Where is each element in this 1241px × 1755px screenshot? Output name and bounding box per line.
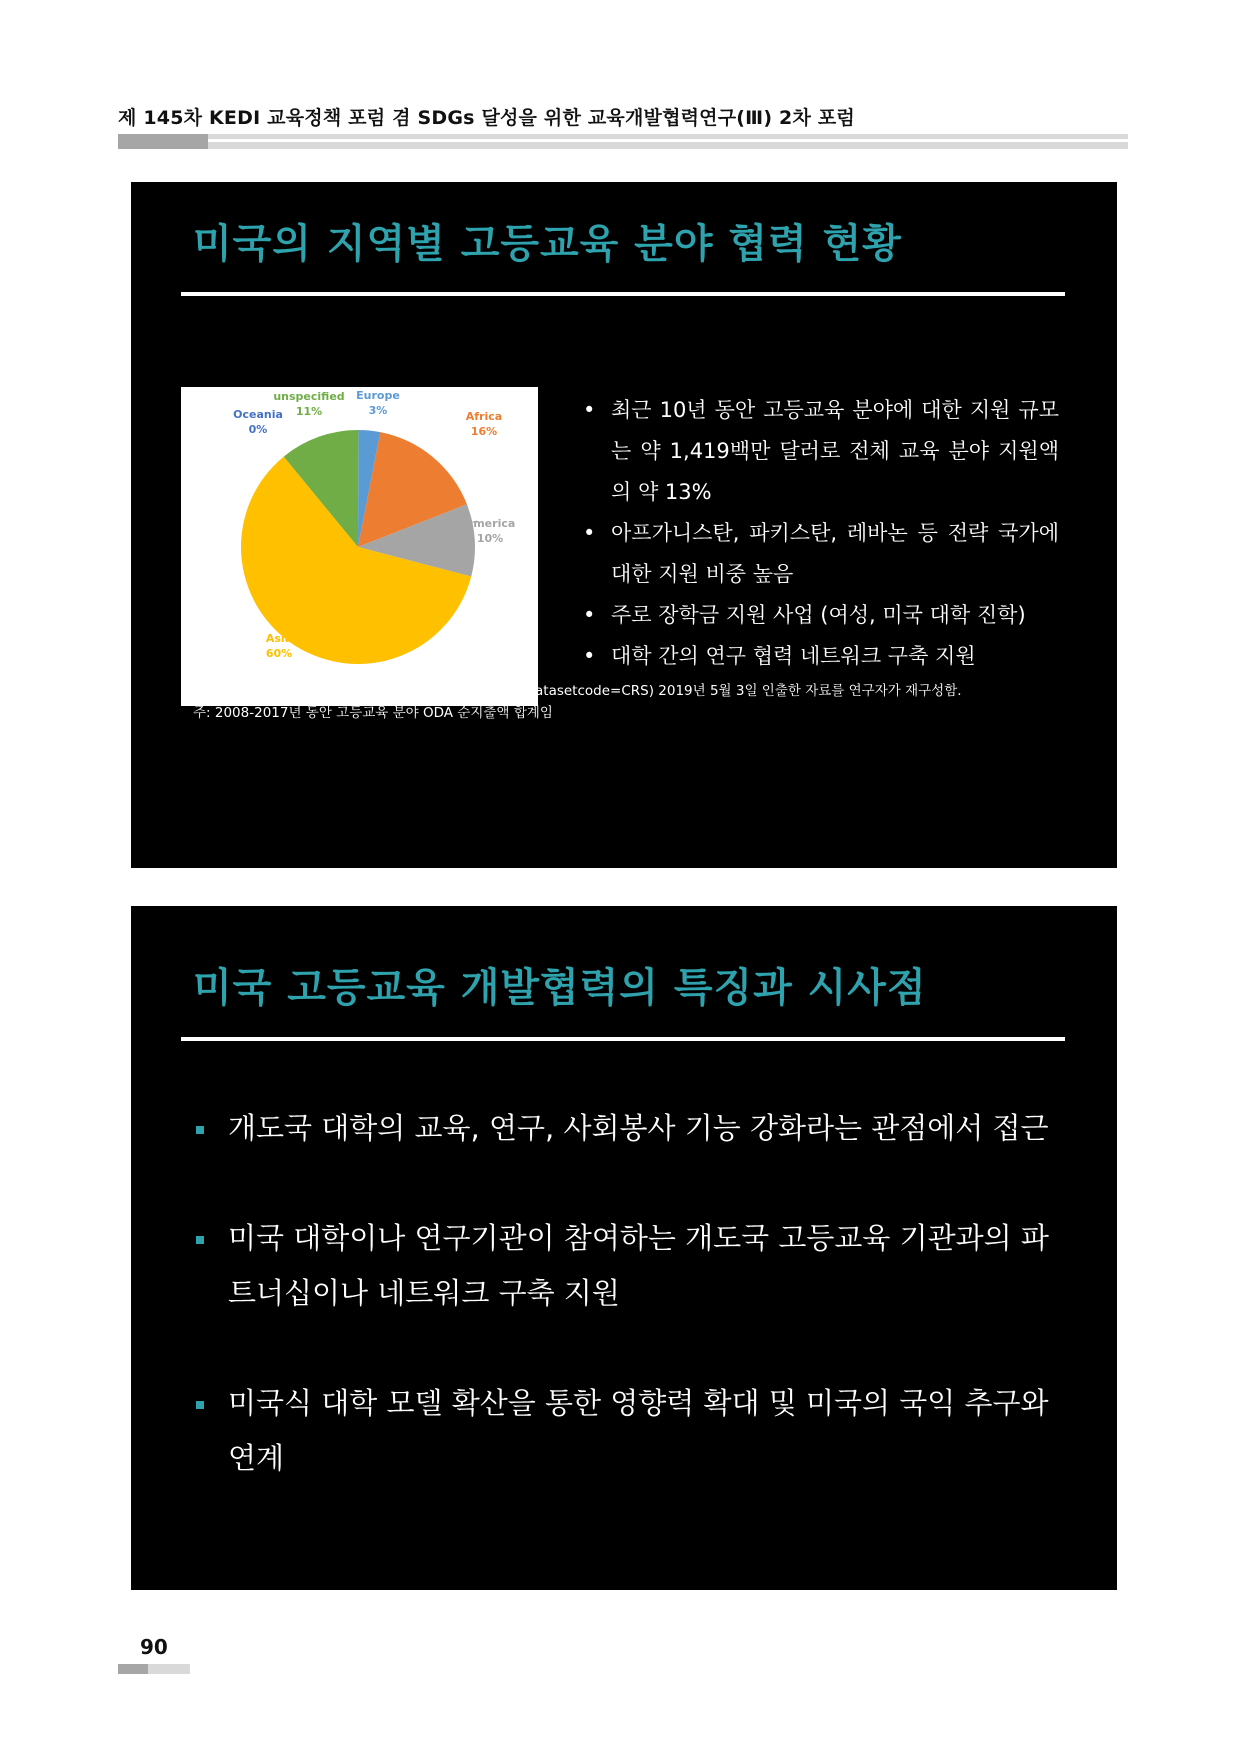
forum-title: 제 145차 KEDI 교육정책 포럼 겸 SDGs 달성을 위한 교육개발협력연구(Ⅲ) 2차 포럼 [118, 107, 855, 129]
bullet-square-icon [196, 1401, 204, 1409]
pie-value-oceania: 0% [248, 423, 268, 436]
list-item [193, 1101, 1053, 1156]
pie-label-asia: Asia [265, 632, 293, 645]
slide-regional-cooperation [131, 182, 1117, 868]
bullet-dot: • [583, 398, 596, 422]
title-divider [181, 1037, 1065, 1041]
pie-label-unspecified: unspecified [273, 390, 345, 403]
list-item [579, 513, 1059, 595]
header-rule-top [118, 134, 1128, 139]
bullet-text: 주로 장학금 지원 사업 (여성, 미국 대학 진학) [611, 603, 1026, 627]
list-item [193, 1376, 1053, 1486]
bullet-text: 최근 10년 동안 고등교육 분야에 대한 지원 규모는 약 1,419백만 달러로 전체 교육 분야 지원액의 약 13% [611, 398, 1059, 504]
list-item [579, 636, 1059, 677]
pie-chart [181, 387, 538, 706]
header-rule-accent [118, 134, 208, 149]
slide-characteristics-implications [131, 906, 1117, 1590]
pie-value-africa: 16% [470, 425, 498, 438]
header-rule-bottom [118, 142, 1128, 149]
bullet-square-icon [196, 1126, 204, 1134]
bullet-text: 아프가니스탄, 파키스탄, 레바논 등 전략 국가에 대한 지원 비중 높음 [611, 521, 1059, 586]
implications-bullet-list [193, 1101, 1053, 1541]
bullet-square-icon [196, 1236, 204, 1244]
pie-value-america: 10% [476, 532, 504, 545]
bullet-text: 미국 대학이나 연구기관이 참여하는 개도국 고등교육 기관과의 파트너십이나 네트워크 구축 지원 [228, 1221, 1049, 1310]
footer-rule-accent [118, 1664, 148, 1674]
source-citation: 출처: OECD CRS(http://stats.oecd.org/Index.aspx?datasetcode=CRS) 2019년 5월 3일 인출한 자료를 연구자가 재구성함. [193, 683, 962, 699]
title-divider [181, 292, 1065, 296]
bullet-text: 미국식 대학 모델 확산을 통한 영향력 확대 및 미국의 국익 추구와 연계 [228, 1386, 1049, 1475]
slide-title: 미국 고등교육 개발협력의 특징과 시사점 [193, 965, 927, 1011]
list-item [193, 1211, 1053, 1321]
bullet-dot: • [583, 603, 596, 627]
bullet-dot: • [583, 521, 596, 545]
data-note: 주: 2008-2017년 동안 고등교육 분야 ODA 순지출액 합계임 [193, 705, 553, 721]
pie-value-unspecified: 11% [295, 405, 323, 418]
summary-bullet-list [579, 390, 1059, 677]
pie-value-europe: 3% [368, 404, 388, 417]
page-number: 90 [140, 1635, 168, 1659]
list-item [579, 595, 1059, 636]
pie-label-america: America [464, 517, 516, 530]
pie-label-oceania: Oceania [233, 408, 283, 421]
pie-label-europe: Europe [356, 389, 400, 402]
bullet-text: 개도국 대학의 교육, 연구, 사회봉사 기능 강화라는 관점에서 접근 [228, 1111, 1049, 1145]
pie-chart-svg [181, 387, 538, 706]
pie-label-africa: Africa [465, 410, 503, 423]
bullet-dot: • [583, 644, 596, 668]
list-item [579, 390, 1059, 513]
pie-value-asia: 60% [265, 647, 293, 660]
slide-title: 미국의 지역별 고등교육 분야 협력 현황 [193, 221, 902, 267]
bullet-text: 대학 간의 연구 협력 네트워크 구축 지원 [611, 644, 976, 668]
